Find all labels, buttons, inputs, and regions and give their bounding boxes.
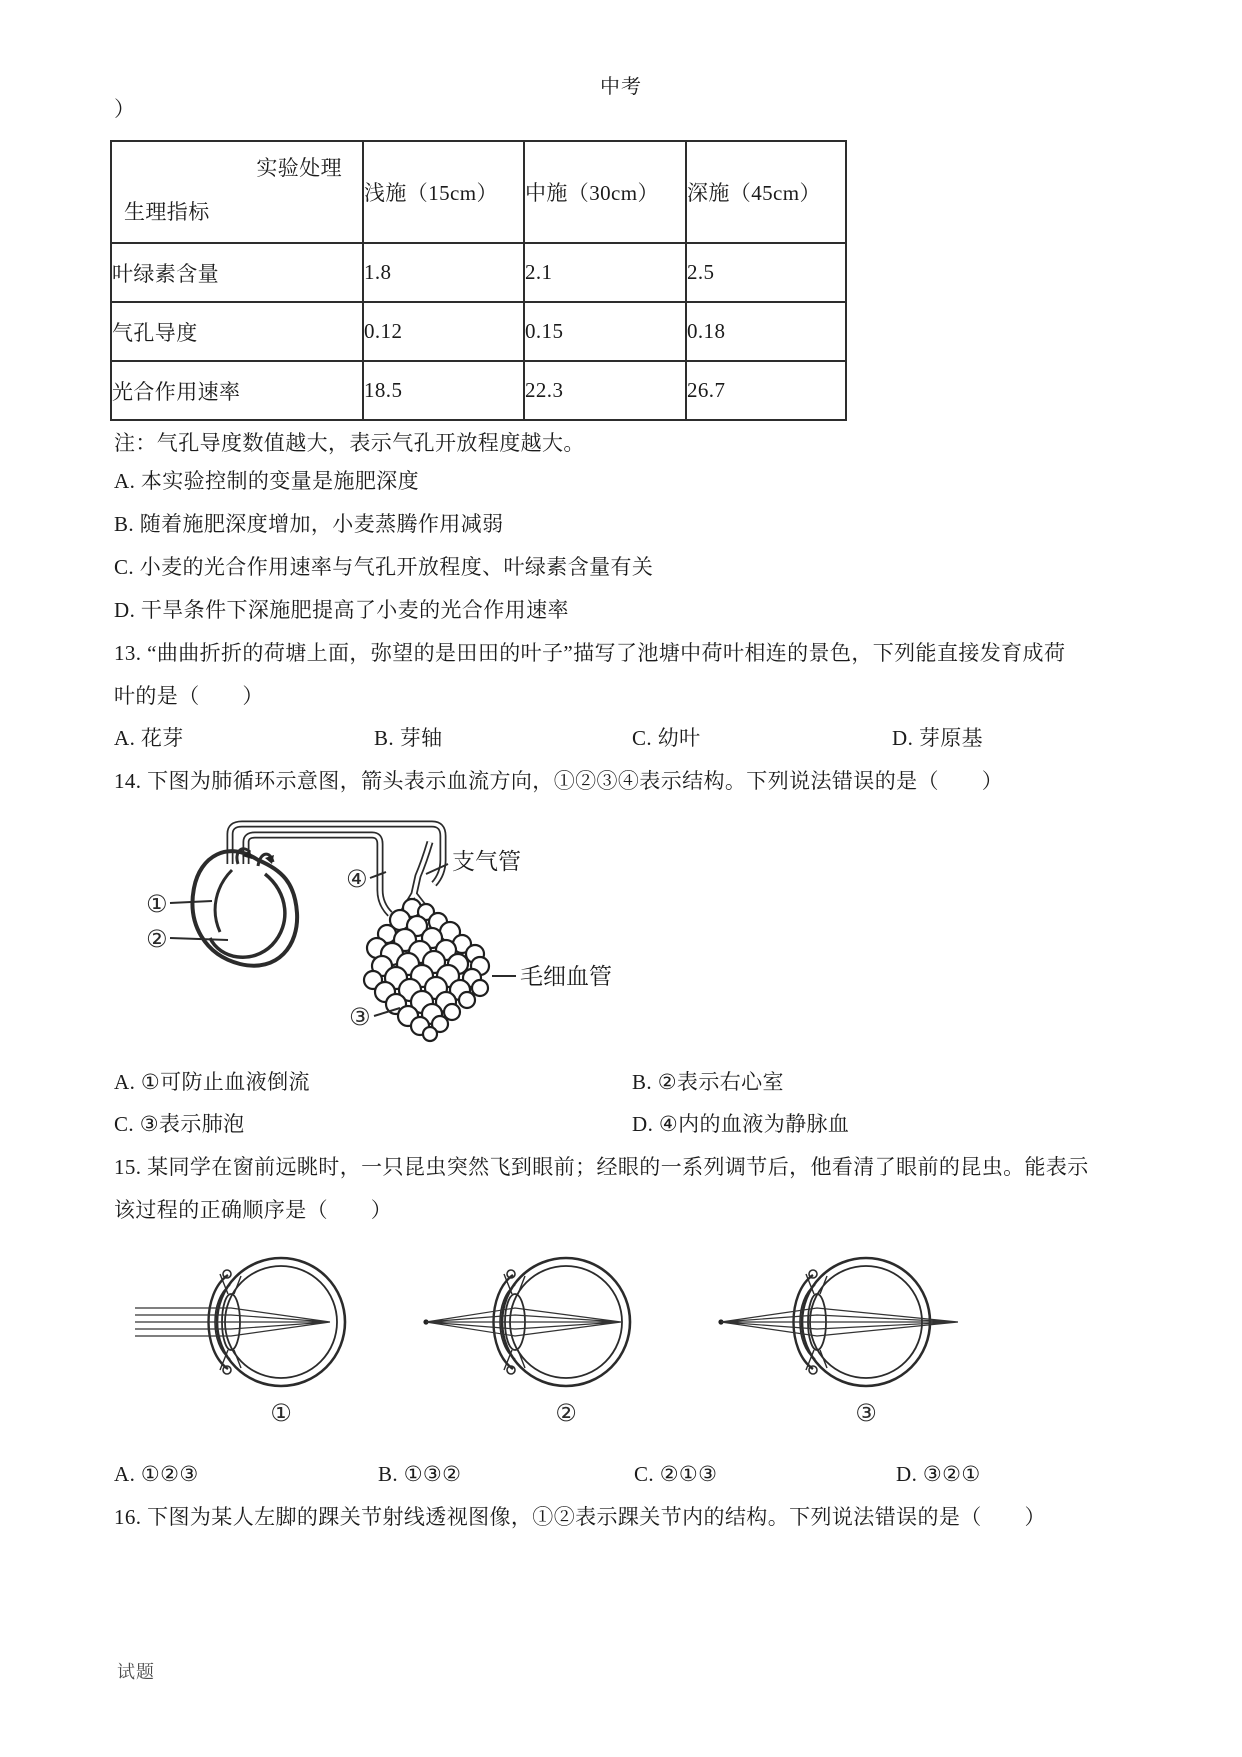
row-label: 光合作用速率 — [111, 361, 363, 420]
light-rays — [135, 1308, 330, 1336]
cell-value: 1.8 — [363, 243, 524, 302]
q13-option-d: D. 芽原基 — [892, 726, 984, 750]
table-row — [111, 302, 846, 361]
page-header: 中考 — [600, 76, 642, 98]
q12-option-b: B. 随着施肥深度增加，小麦蒸腾作用减弱 — [114, 512, 504, 536]
q15-stem-line1: 15. 某同学在窗前远眺时，一只昆虫突然飞到眼前；经眼的一系列调节后，他看清了眼前的昆虫。能表示 — [114, 1155, 1089, 1179]
corner-label-indicator: 生理指标 — [124, 200, 210, 224]
alveoli-capillary-cluster — [364, 899, 489, 1041]
capillaries-label: 毛细血管 — [520, 964, 612, 989]
q15-option-a: A. ①②③ — [114, 1462, 199, 1486]
heart-outline — [193, 849, 298, 966]
row-label: 气孔导度 — [111, 302, 363, 361]
structure-label-4: ④ — [346, 865, 368, 893]
table-row — [111, 361, 846, 420]
light-rays — [718, 1308, 958, 1336]
q16-stem: 16. 下图为某人左脚的踝关节射线透视图像，①②表示踝关节内的结构。下列说法错误的是（ ） — [114, 1505, 1046, 1529]
q13-stem-line2: 叶的是（ ） — [114, 684, 264, 708]
q12-table — [110, 140, 847, 421]
cell-value: 2.5 — [686, 243, 846, 302]
cell-value: 26.7 — [686, 361, 846, 420]
q15-stem-line2: 该过程的正确顺序是（ ） — [114, 1198, 393, 1222]
eye-diagram-1 — [135, 1258, 345, 1386]
q14-option-b: B. ②表示右心室 — [632, 1070, 784, 1094]
col-header-middle: 中施（30cm） — [524, 141, 686, 243]
col-header-deep: 深施（45cm） — [686, 141, 846, 243]
q15-eye-accommodation-figure — [100, 1245, 1020, 1430]
figure-label-1: ① — [270, 1399, 292, 1427]
figure-label-3: ③ — [855, 1399, 877, 1427]
page-footer: 试题 — [117, 1662, 155, 1682]
overflow-paren: ） — [114, 97, 136, 121]
q14-stem: 14. 下图为肺循环示意图，箭头表示血流方向，①②③④表示结构。下列说法错误的是（ ） — [114, 769, 1004, 793]
label1-leader-line — [170, 901, 212, 903]
cell-value: 2.1 — [524, 243, 686, 302]
q13-option-b: B. 芽轴 — [374, 726, 443, 750]
light-rays — [423, 1308, 621, 1336]
structure-label-1: ① — [146, 890, 168, 918]
q13-option-c: C. 幼叶 — [632, 726, 701, 750]
q12-option-a: A. 本实验控制的变量是施肥深度 — [114, 469, 420, 493]
cell-value: 18.5 — [363, 361, 524, 420]
q13-stem-line1: 13. “曲曲折折的荷塘上面，弥望的是田田的叶子”描写了池塘中荷叶相连的景色，下列能直接发育成荷 — [114, 641, 1066, 665]
q12-option-c: C. 小麦的光合作用速率与气孔开放程度、叶绿素含量有关 — [114, 555, 654, 579]
q15-option-c: C. ②①③ — [634, 1462, 718, 1486]
cell-value: 0.15 — [524, 302, 686, 361]
table-corner-cell — [111, 141, 363, 243]
col-header-shallow: 浅施（15cm） — [363, 141, 524, 243]
structure-label-2: ② — [146, 925, 168, 953]
q13-option-a: A. 花芽 — [114, 726, 184, 750]
q15-option-b: B. ①③② — [378, 1462, 462, 1486]
cell-value: 22.3 — [524, 361, 686, 420]
table-note: 注：气孔导度数值越大，表示气孔开放程度越大。 — [114, 431, 585, 455]
q14-option-d: D. ④内的血液为静脉血 — [632, 1112, 850, 1136]
cell-value: 0.12 — [363, 302, 524, 361]
label2-leader-line — [170, 938, 228, 940]
structure-label-3: ③ — [349, 1003, 371, 1031]
q14-option-c: C. ③表示肺泡 — [114, 1112, 245, 1136]
q14-option-a: A. ①可防止血液倒流 — [114, 1070, 310, 1094]
cell-value: 0.18 — [686, 302, 846, 361]
table-row — [111, 243, 846, 302]
q14-pulmonary-circulation-figure — [100, 812, 630, 1062]
figure-label-2: ② — [555, 1399, 577, 1427]
eye-diagram-3 — [718, 1258, 958, 1386]
eye-diagram-2 — [423, 1258, 630, 1386]
corner-label-treatment: 实验处理 — [256, 156, 342, 180]
q15-option-d: D. ③②① — [896, 1462, 981, 1486]
bronchus-label: 支气管 — [452, 849, 521, 874]
q12-option-d: D. 干旱条件下深施肥提高了小麦的光合作用速率 — [114, 598, 569, 622]
row-label: 叶绿素含量 — [111, 243, 363, 302]
